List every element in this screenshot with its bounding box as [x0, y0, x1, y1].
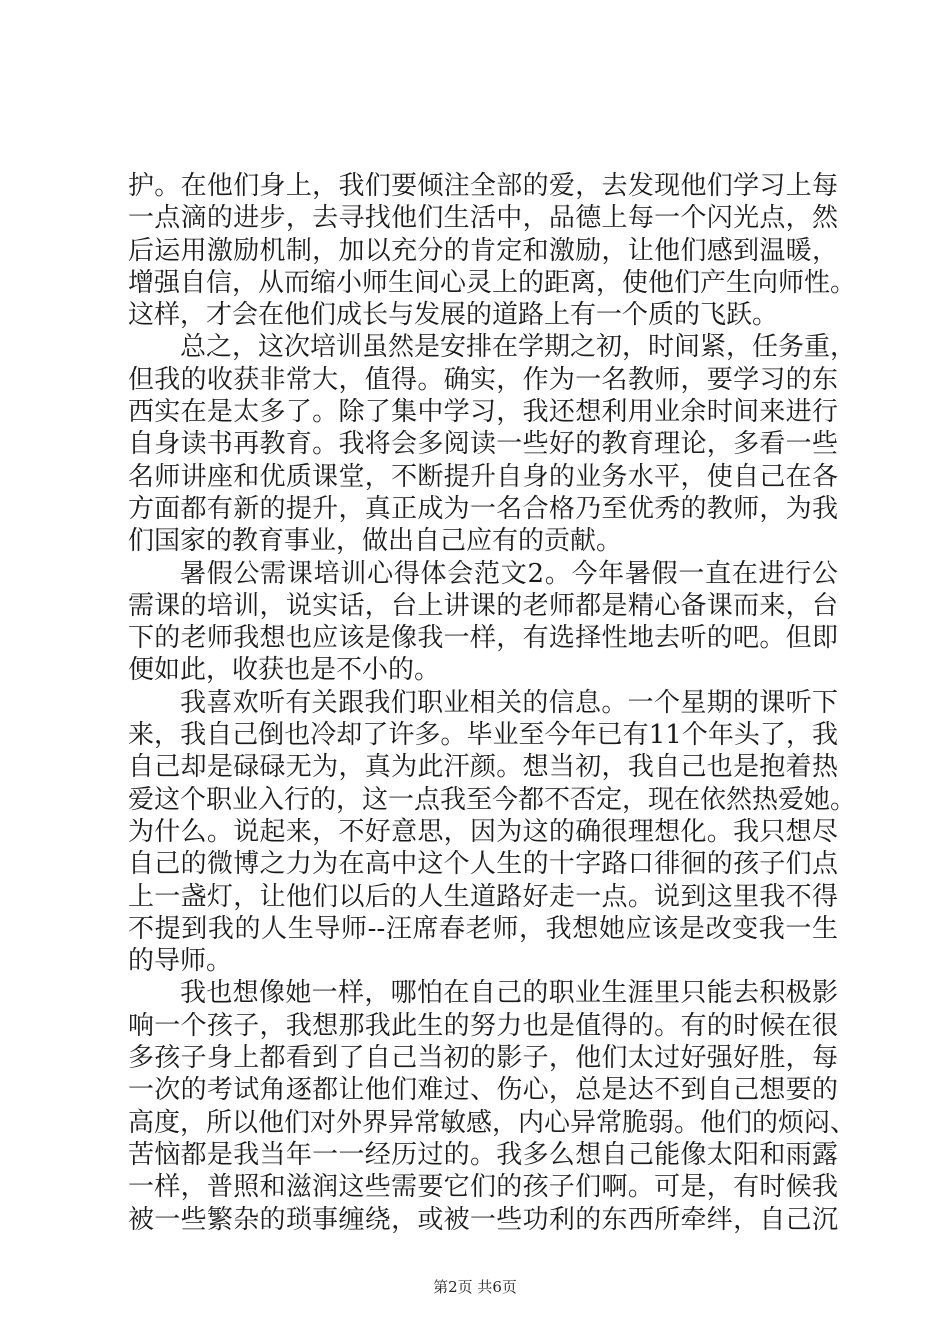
text-line: 为什么。说起来，不好意思，因为这的确很理想化。我只想尽: [128, 816, 838, 847]
text-line: 护。在他们身上，我们要倾注全部的爱，去发现他们学习上每: [128, 171, 838, 201]
text-line: 一样，普照和滋润这些需要它们的孩子们啊。可是，有时候我: [128, 1172, 838, 1203]
text-line: 被一些繁杂的琐事缠绕，或被一些功利的东西所牵绊，自己沉: [128, 1204, 838, 1235]
text-line: 方面都有新的提升，真正成为一名合格乃至优秀的教师，为我: [128, 493, 838, 524]
text-line: 一点滴的进步，去寻找他们生活中，品德上每一个闪光点，然: [128, 203, 838, 234]
paragraph: [128, 170, 857, 331]
text-line: 总之，这次培训虽然是安排在学期之初，时间紧，任务重，: [180, 332, 857, 363]
text-line: 不提到我的人生导师--汪席春老师，我想她应该是改变我一生: [128, 913, 838, 944]
text-line: 我也想像她一样，哪怕在自己的职业生涯里只能去积极影: [180, 978, 838, 1009]
text-line: 一次的考试角逐都让他们难过、伤心，总是达不到自己想要的: [128, 1075, 838, 1106]
text-line: 的导师。: [128, 946, 233, 977]
text-line: 名师讲座和优质课堂，不断提升自身的业务水平，使自己在各: [128, 461, 838, 492]
text-line: 但我的收获非常大，值得。确实，作为一名教师，要学习的东: [128, 364, 838, 395]
paragraph: [128, 687, 857, 978]
text-line: 自己的微博之力为在高中这个人生的十字路口徘徊的孩子们点: [128, 849, 838, 880]
text-line: 上一盏灯，让他们以后的人生道路好走一点。说到这里我不得: [128, 881, 838, 912]
paragraph: [128, 977, 857, 1235]
text-line: 高度，所以他们对外界异常敏感，内心异常脆弱。他们的烦闷、: [128, 1107, 857, 1138]
text-line: 下的老师我想也应该是像我一样，有选择性地去听的吧。但即: [128, 623, 838, 654]
text-line: 们国家的教育事业，做出自己应有的贡献。: [128, 526, 623, 557]
text-line: 便如此，收获也是不小的。: [128, 655, 441, 686]
text-line: 爱这个职业入行的，这一点我至今都不否定，现在依然热爱她。: [128, 784, 857, 815]
text-line: 这样，才会在他们成长与发展的道路上有一个质的飞跃。: [128, 300, 779, 331]
text-line: 苦恼都是我当年一一经历过的。我多么想自己能像太阳和雨露: [128, 1139, 838, 1170]
page-footer: [0, 1277, 950, 1297]
document-body: [128, 170, 857, 1236]
text-line: 自身读书再教育。我将会多阅读一些好的教育理论，多看一些: [128, 429, 838, 460]
text-line: 后运用激励机制，加以充分的肯定和激励，让他们感到温暖，: [128, 235, 838, 266]
page-number: 第2页 共6页: [433, 1278, 517, 1296]
text-line: 多孩子身上都看到了自己当初的影子，他们太过好强好胜，每: [128, 1043, 838, 1074]
text-line: 暑假公需课培训心得体会范文2。今年暑假一直在进行公: [180, 558, 838, 589]
paragraph: [128, 558, 838, 687]
text-line: 需课的培训，说实话，台上讲课的老师都是精心备课而来，台: [128, 590, 838, 621]
paragraph: [128, 331, 857, 557]
text-line: 响一个孩子，我想那我此生的努力也是值得的。有的时候在很: [128, 1010, 838, 1041]
text-line: 我喜欢听有关跟我们职业相关的信息。一个星期的课听下: [180, 687, 838, 718]
text-line: 西实在是太多了。除了集中学习，我还想利用业余时间来进行: [128, 397, 838, 428]
text-line: 来，我自己倒也冷却了许多。毕业至今年已有11个年头了，我: [128, 720, 838, 751]
text-line: 增强自信，从而缩小师生间心灵上的距离，使他们产生向师性。: [128, 267, 857, 298]
text-line: 自己却是碌碌无为，真为此汗颜。想当初，我自己也是抱着热: [128, 752, 838, 783]
